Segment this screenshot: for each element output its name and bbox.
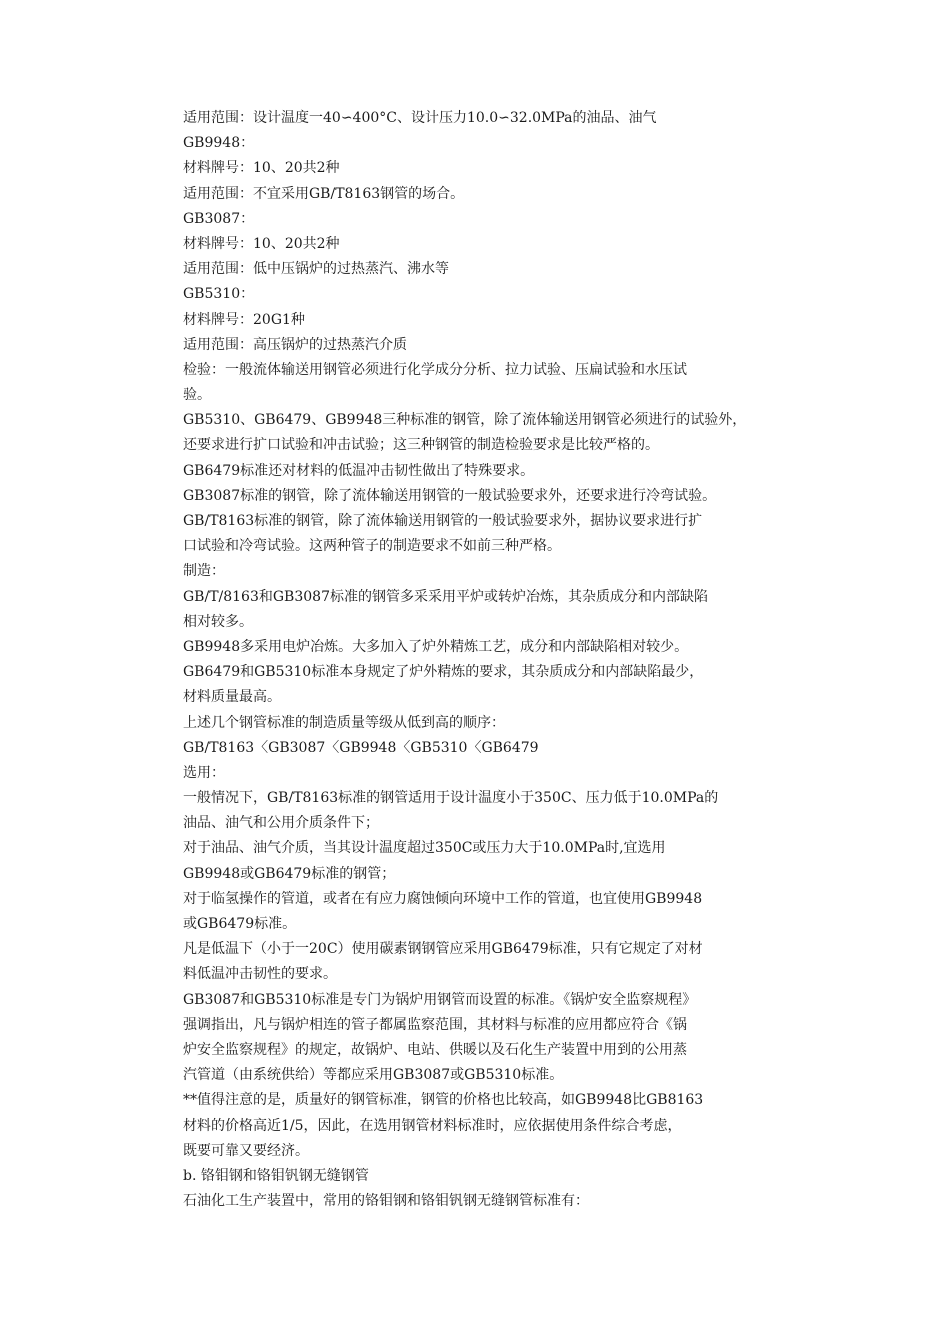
text-line: 汽管道（由系统供给）等都应采用GB3087或GB5310标准。 [183, 1067, 564, 1084]
text-line: 验。 [183, 387, 211, 404]
text-line: 对于油品、油气介质，当其设计温度超过350C或压力大于10.0MPa时,宜选用 [183, 840, 666, 857]
text-line: GB5310、GB6479、GB9948三种标准的钢管，除了流体输送用钢管必须进行的试验外， [183, 412, 747, 429]
text-line: 适用范围：设计温度一40∽400°C、设计压力10.0∽32.0MPa的油品、油气 [183, 110, 657, 126]
text-line: 炉安全监察规程》的规定，故锅炉、电站、供暖以及石化生产装置中用到的公用蒸 [183, 1041, 687, 1058]
text-line: 材料的价格高近1/5，因此，在选用钢管材料标准时，应依据使用条件综合考虑， [183, 1117, 682, 1134]
text-line: GB3087和GB5310标准是专门为锅炉用钢管而设置的标准。《锅炉安全监察规程》 [183, 991, 697, 1008]
text-line: GB6479标准还对材料的低温冲击韧性做出了特殊要求。 [183, 462, 535, 479]
text-line: 适用范围：高压锅炉的过热蒸汽介质 [183, 336, 407, 353]
text-line: GB3087： [183, 210, 255, 227]
text-line: 石油化工生产装置中，常用的铬钼钢和铬钼钒钢无缝钢管标准有： [183, 1193, 589, 1210]
text-line: GB/T/8163和GB3087标准的钢管多采采用平炉或转炉冶炼，其杂质成分和内部缺陷 [183, 588, 708, 605]
text-line: 凡是低温下（小于一20C）使用碳素钢钢管应采用GB6479标准，只有它规定了对材 [183, 941, 703, 958]
document-body [183, 106, 783, 1214]
text-line: 既要可靠又要经济。 [183, 1142, 309, 1159]
text-line: **值得注意的是，质量好的钢管标准，钢管的价格也比较高，如GB9948比GB8163 [183, 1092, 704, 1109]
text-line: 对于临氢操作的管道，或者在有应力腐蚀倾向环境中工作的管道，也宜使用GB9948 [183, 890, 703, 907]
text-line: 或GB6479标准。 [183, 916, 297, 932]
text-line: 一般情况下，GB/T8163标准的钢管适用于设计温度小于350C、压力低于10.0MPa的 [183, 790, 719, 807]
text-line: GB/T8163〈GB3087〈GB9948〈GB5310〈GB6479 [183, 739, 539, 756]
text-line: 材料质量最高。 [183, 689, 281, 706]
text-line: 材料牌号：10、20共2种 [183, 235, 340, 252]
text-line: GB9948或GB6479标准的钢管； [183, 865, 396, 882]
text-line: b. 铬钼钢和铬钼钒钢无缝钢管 [183, 1167, 369, 1184]
text-line: GB9948多采用电炉冶炼。大多加入了炉外精炼工艺，成分和内部缺陷相对较少。 [183, 638, 689, 655]
text-line: GB5310： [183, 286, 255, 303]
text-line: 材料牌号：20G1种 [183, 311, 305, 328]
text-line: 检验：一般流体输送用钢管必须进行化学成分分析、拉力试验、压扁试验和水压试 [183, 361, 687, 378]
text-line: 适用范围：低中压锅炉的过热蒸汽、沸水等 [183, 261, 449, 278]
text-line: GB9948： [183, 135, 255, 152]
text-line: 油品、油气和公用介质条件下； [183, 815, 379, 832]
text-line: 选用： [183, 764, 225, 781]
text-line: 相对较多。 [183, 613, 253, 630]
text-line: 强调指出，凡与锅炉相连的管子都属监察范围，其材料与标准的应用都应符合《锅 [183, 1016, 687, 1033]
text-line: 料低温冲击韧性的要求。 [183, 966, 337, 983]
text-line: GB3087标准的钢管，除了流体输送用钢管的一般试验要求外，还要求进行冷弯试验。 [183, 487, 717, 504]
text-line: 口试验和冷弯试验。这两种管子的制造要求不如前三种严格。 [183, 538, 561, 555]
text-line: 适用范围：不宜采用GB/T8163钢管的场合。 [183, 185, 465, 202]
text-line: GB/T8163标准的钢管，除了流体输送用钢管的一般试验要求外，据协议要求进行扩 [183, 513, 703, 529]
text-line: 材料牌号：10、20共2种 [183, 160, 340, 177]
text-line: 制造： [183, 563, 225, 580]
text-line: 上述几个钢管标准的制造质量等级从低到高的顺序： [183, 714, 505, 731]
text-line: 还要求进行扩口试验和冲击试验；这三种钢管的制造检验要求是比较严格的。 [183, 437, 659, 454]
text-line: GB6479和GB5310标准本身规定了炉外精炼的要求，其杂质成分和内部缺陷最少， [183, 664, 704, 681]
